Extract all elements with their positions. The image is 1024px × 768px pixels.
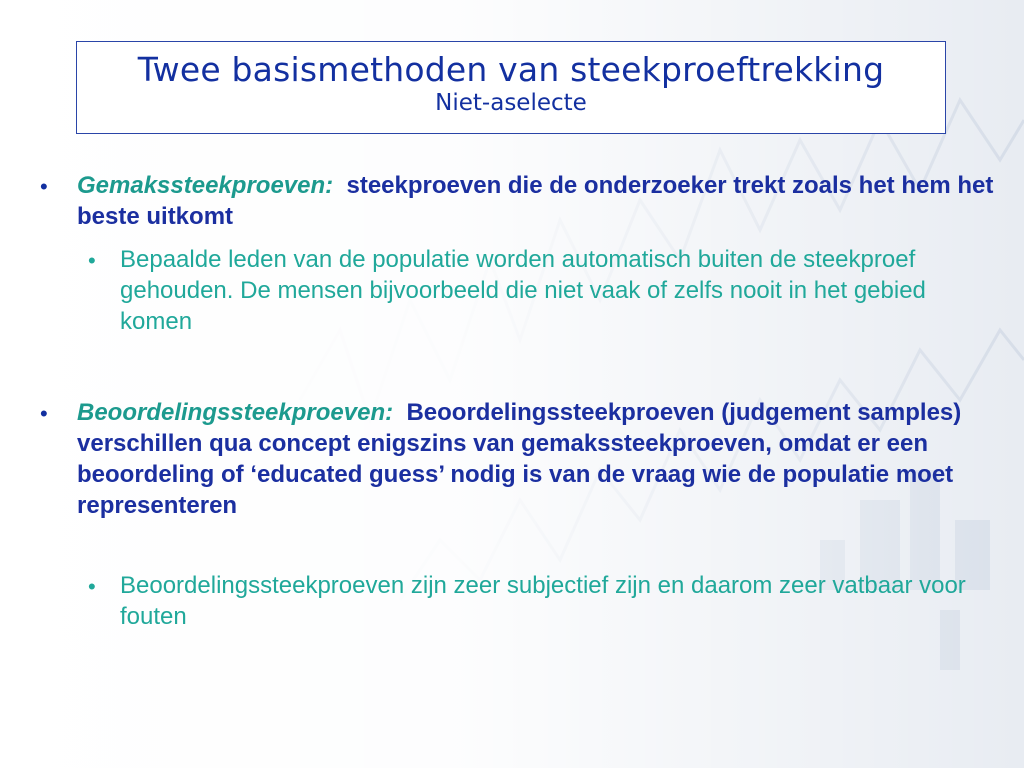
bullet-marker: • (88, 248, 96, 273)
bullet-marker: • (88, 574, 96, 599)
bullet-2-sub: Beoordelingssteekproeven zijn zeer subjectief zijn en daarom zeer vatbaar voor fouten (120, 572, 966, 630)
bullet-1-term: Gemakssteekproeven: (77, 172, 334, 199)
bullet-marker: • (40, 401, 48, 426)
bullet-2 (77, 397, 1007, 521)
bullet-2-term: Beoordelingssteekproeven: (77, 399, 394, 426)
slide-title: Twee basismethoden van steekproeftrekking (137, 50, 885, 89)
bullet-marker: • (40, 174, 48, 199)
slide-subtitle: Niet-aselecte (435, 90, 587, 116)
bullet-1-sub: Bepaalde leden van de populatie worden automatisch buiten de steekproef gehouden. De mensen bijvoorbeeld die niet vaak of zelfs nooit in het gebied komen (120, 246, 926, 335)
bullet-2-text: Beoordelingssteekproeven (judgement samples) verschillen qua concept enigszins van gemakssteekproeven, omdat er een beoordeling of ‘educated guess’ nodig is van de vraag wie de populatie moet representeren (77, 399, 962, 519)
bullet-1-text: steekproeven die de onderzoeker trekt zoals het hem het beste uitkomt (77, 172, 994, 230)
bullet-1 (77, 170, 1007, 232)
